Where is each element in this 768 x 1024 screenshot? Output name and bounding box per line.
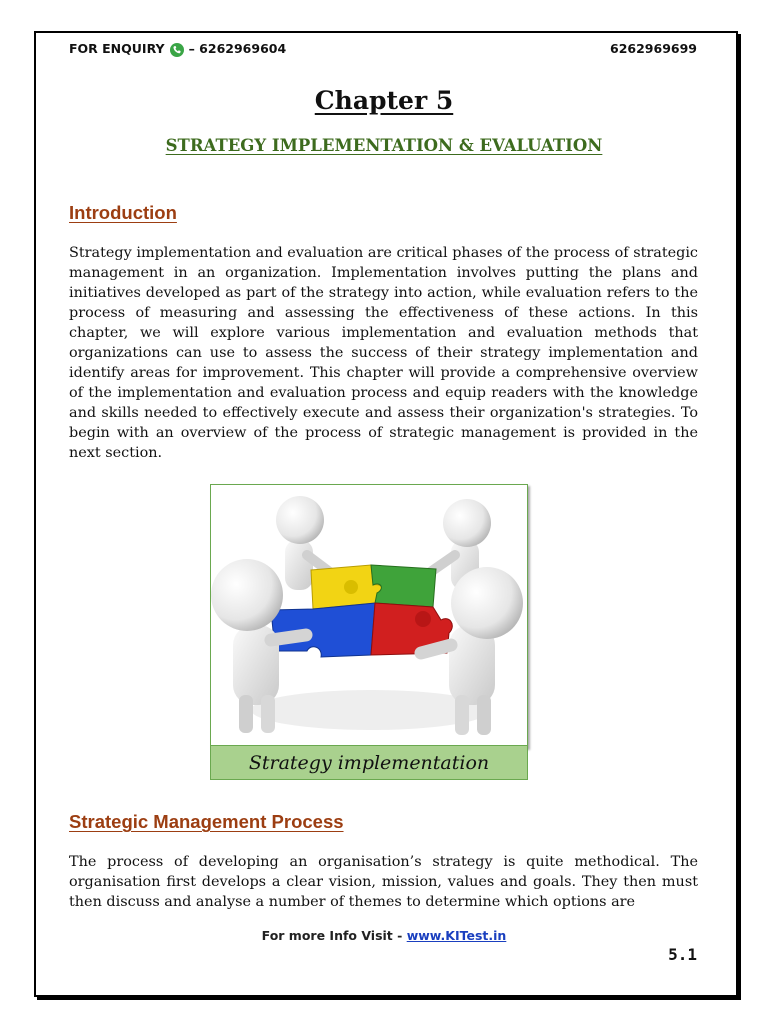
secondary-phone: 6262969699 [610,41,697,56]
phone-icon [170,43,184,57]
footer [0,928,768,943]
website-link[interactable]: www.KITest.in [406,928,507,943]
puzzle-illustration [211,485,527,747]
enquiry-info [69,41,286,56]
strategy-figure [210,484,528,748]
figure-caption: Strategy implementation [210,745,528,780]
strategic-management-heading: Strategic Management Process [69,811,344,832]
page-number: 5.1 [668,945,697,964]
chapter-subtitle: STRATEGY IMPLEMENTATION & EVALUATION [165,136,603,155]
footer-prefix: For more Info Visit - [261,928,407,943]
introduction-heading: Introduction [69,202,177,223]
enquiry-phone: – 6262969604 [188,41,287,56]
enquiry-label: FOR ENQUIRY [69,41,165,56]
chapter-title: Chapter 5 [314,86,454,115]
introduction-paragraph: Strategy implementation and evaluation are critical phases of the process of strategic management in an organization. Implementation involves putting the plans and initiatives developed as part of the strategy into action, while evaluation refers to the process of measuring and assessing the effectiveness of these actions. In this chapter, we will explore various implementation and evaluation methods that organizations can use to assess the success of their strategy implementation and identify areas for improvement. This chapter will provide a comprehensive overview of the implementation and evaluation process and equip readers with the knowledge and skills needed to effectively execute and assess their organization's strategies. To begin with an overview of the process of strategic management is provided in the next section. [69,245,698,461]
strategic-management-paragraph: The process of developing an organisation’s strategy is quite methodical. The organisation first develops a clear vision, mission, values and goals. They then must then discuss and analyse a number of themes to determine which options are [69,854,698,910]
header [69,41,697,61]
